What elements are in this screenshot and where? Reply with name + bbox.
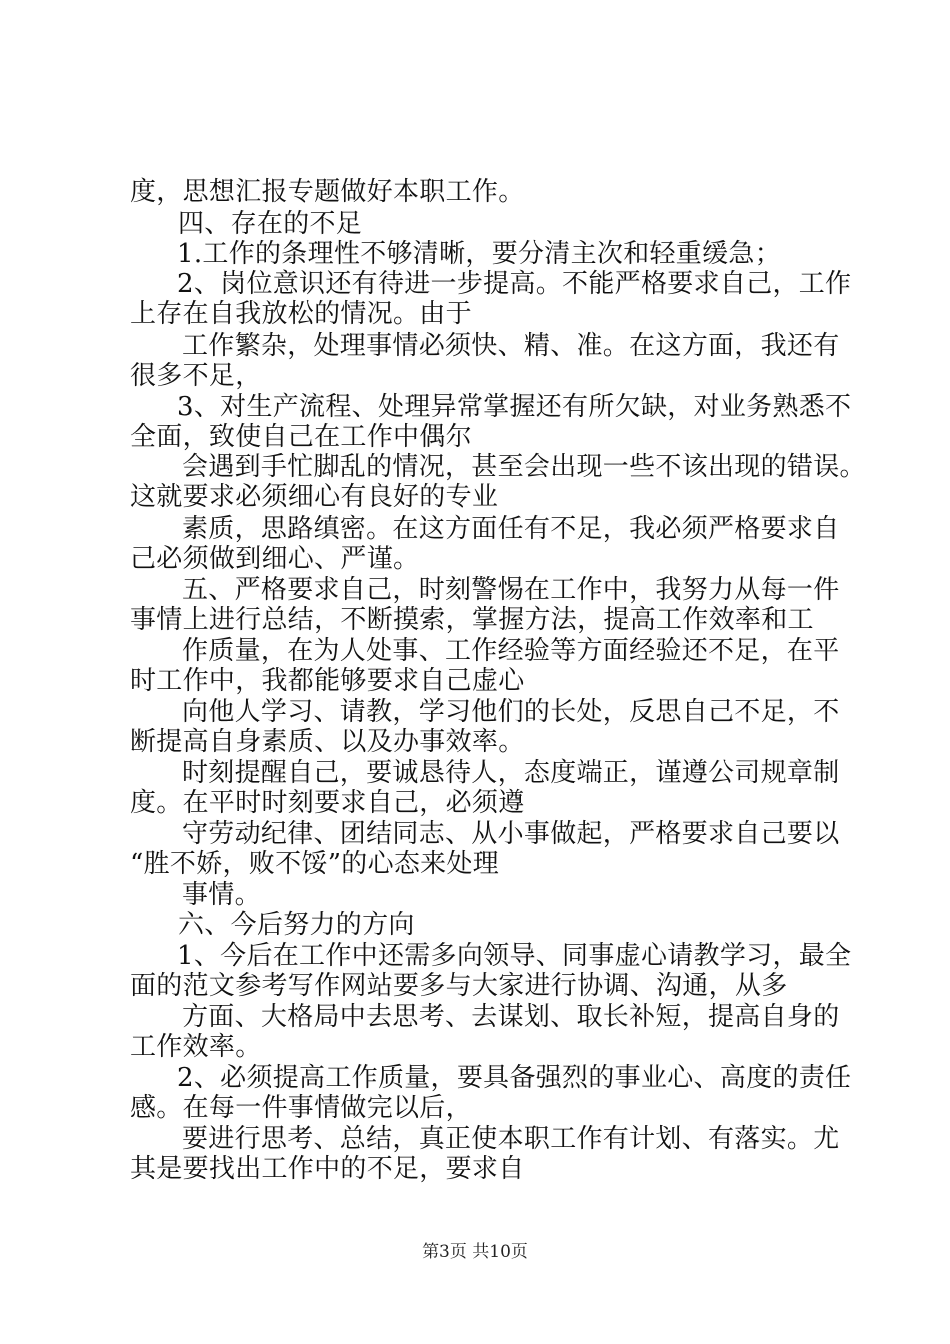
- text-line: 要进行思考、总结，真正使本职工作有计划、有落实。尤: [182, 1124, 840, 1154]
- text-line: 度。在平时时刻要求自己，必须遵: [130, 788, 525, 818]
- text-line: 事情上进行总结，不断摸索，掌握方法，提高工作效率和工: [130, 605, 814, 635]
- text-line: 全面，致使自己在工作中偶尔: [130, 422, 472, 452]
- text-line: 时刻提醒自己，要诚恳待人，态度端正，谨遵公司规章制: [182, 758, 840, 788]
- text-line: 1.工作的条理性不够清晰，要分清主次和轻重缓急；: [177, 239, 782, 269]
- text-line: 断提高自身素质、以及办事效率。: [130, 727, 525, 757]
- text-line: “胜不娇，败不馁”的心态来处理: [130, 849, 500, 879]
- section-heading: 六、今后努力的方向: [178, 910, 415, 940]
- text-line: 3、对生产流程、处理异常掌握还有所欠缺，对业务熟悉不: [177, 392, 852, 422]
- section-heading: 四、存在的不足: [178, 209, 363, 239]
- text-line: 这就要求必须细心有良好的专业: [130, 482, 499, 512]
- text-line: 2、岗位意识还有待进一步提高。不能严格要求自己，工作: [177, 269, 852, 299]
- text-line: 工作效率。: [130, 1032, 262, 1062]
- text-line: 会遇到手忙脚乱的情况，甚至会出现一些不该出现的错误。: [182, 452, 866, 482]
- text-line: 事情。: [182, 880, 261, 910]
- text-line: 工作繁杂，处理事情必须快、精、准。在这方面，我还有: [182, 331, 840, 361]
- text-line: 1、今后在工作中还需多向领导、同事虚心请教学习，最全: [177, 941, 852, 971]
- text-line: 面的范文参考写作网站要多与大家进行协调、沟通，从多: [130, 971, 788, 1001]
- text-line: 很多不足，: [130, 361, 262, 391]
- section-heading: 五、严格要求自己，时刻警惕在工作中，我努力从每一件: [182, 575, 840, 605]
- text-line: 素质，思路缜密。在这方面任有不足，我必须严格要求自: [182, 514, 840, 544]
- text-line: 向他人学习、请教，学习他们的长处，反思自己不足，不: [182, 697, 840, 727]
- page-footer: 第3页 共10页: [422, 1242, 528, 1262]
- text-line: 度，思想汇报专题做好本职工作。: [130, 177, 525, 207]
- text-line: 2、必须提高工作质量，要具备强烈的事业心、高度的责任: [177, 1063, 852, 1093]
- text-line: 守劳动纪律、团结同志、从小事做起，严格要求自己要以: [182, 819, 840, 849]
- text-line: 上存在自我放松的情况。由于: [130, 299, 472, 329]
- text-line: 感。在每一件事情做完以后，: [130, 1093, 472, 1123]
- text-line: 作质量，在为人处事、工作经验等方面经验还不足，在平: [182, 636, 840, 666]
- text-line: 方面、大格局中去思考、去谋划、取长补短，提高自身的: [182, 1002, 840, 1032]
- text-line: 其是要找出工作中的不足，要求自: [130, 1154, 525, 1184]
- text-line: 己必须做到细心、严谨。: [130, 544, 420, 574]
- text-line: 时工作中，我都能够要求自己虚心: [130, 666, 525, 696]
